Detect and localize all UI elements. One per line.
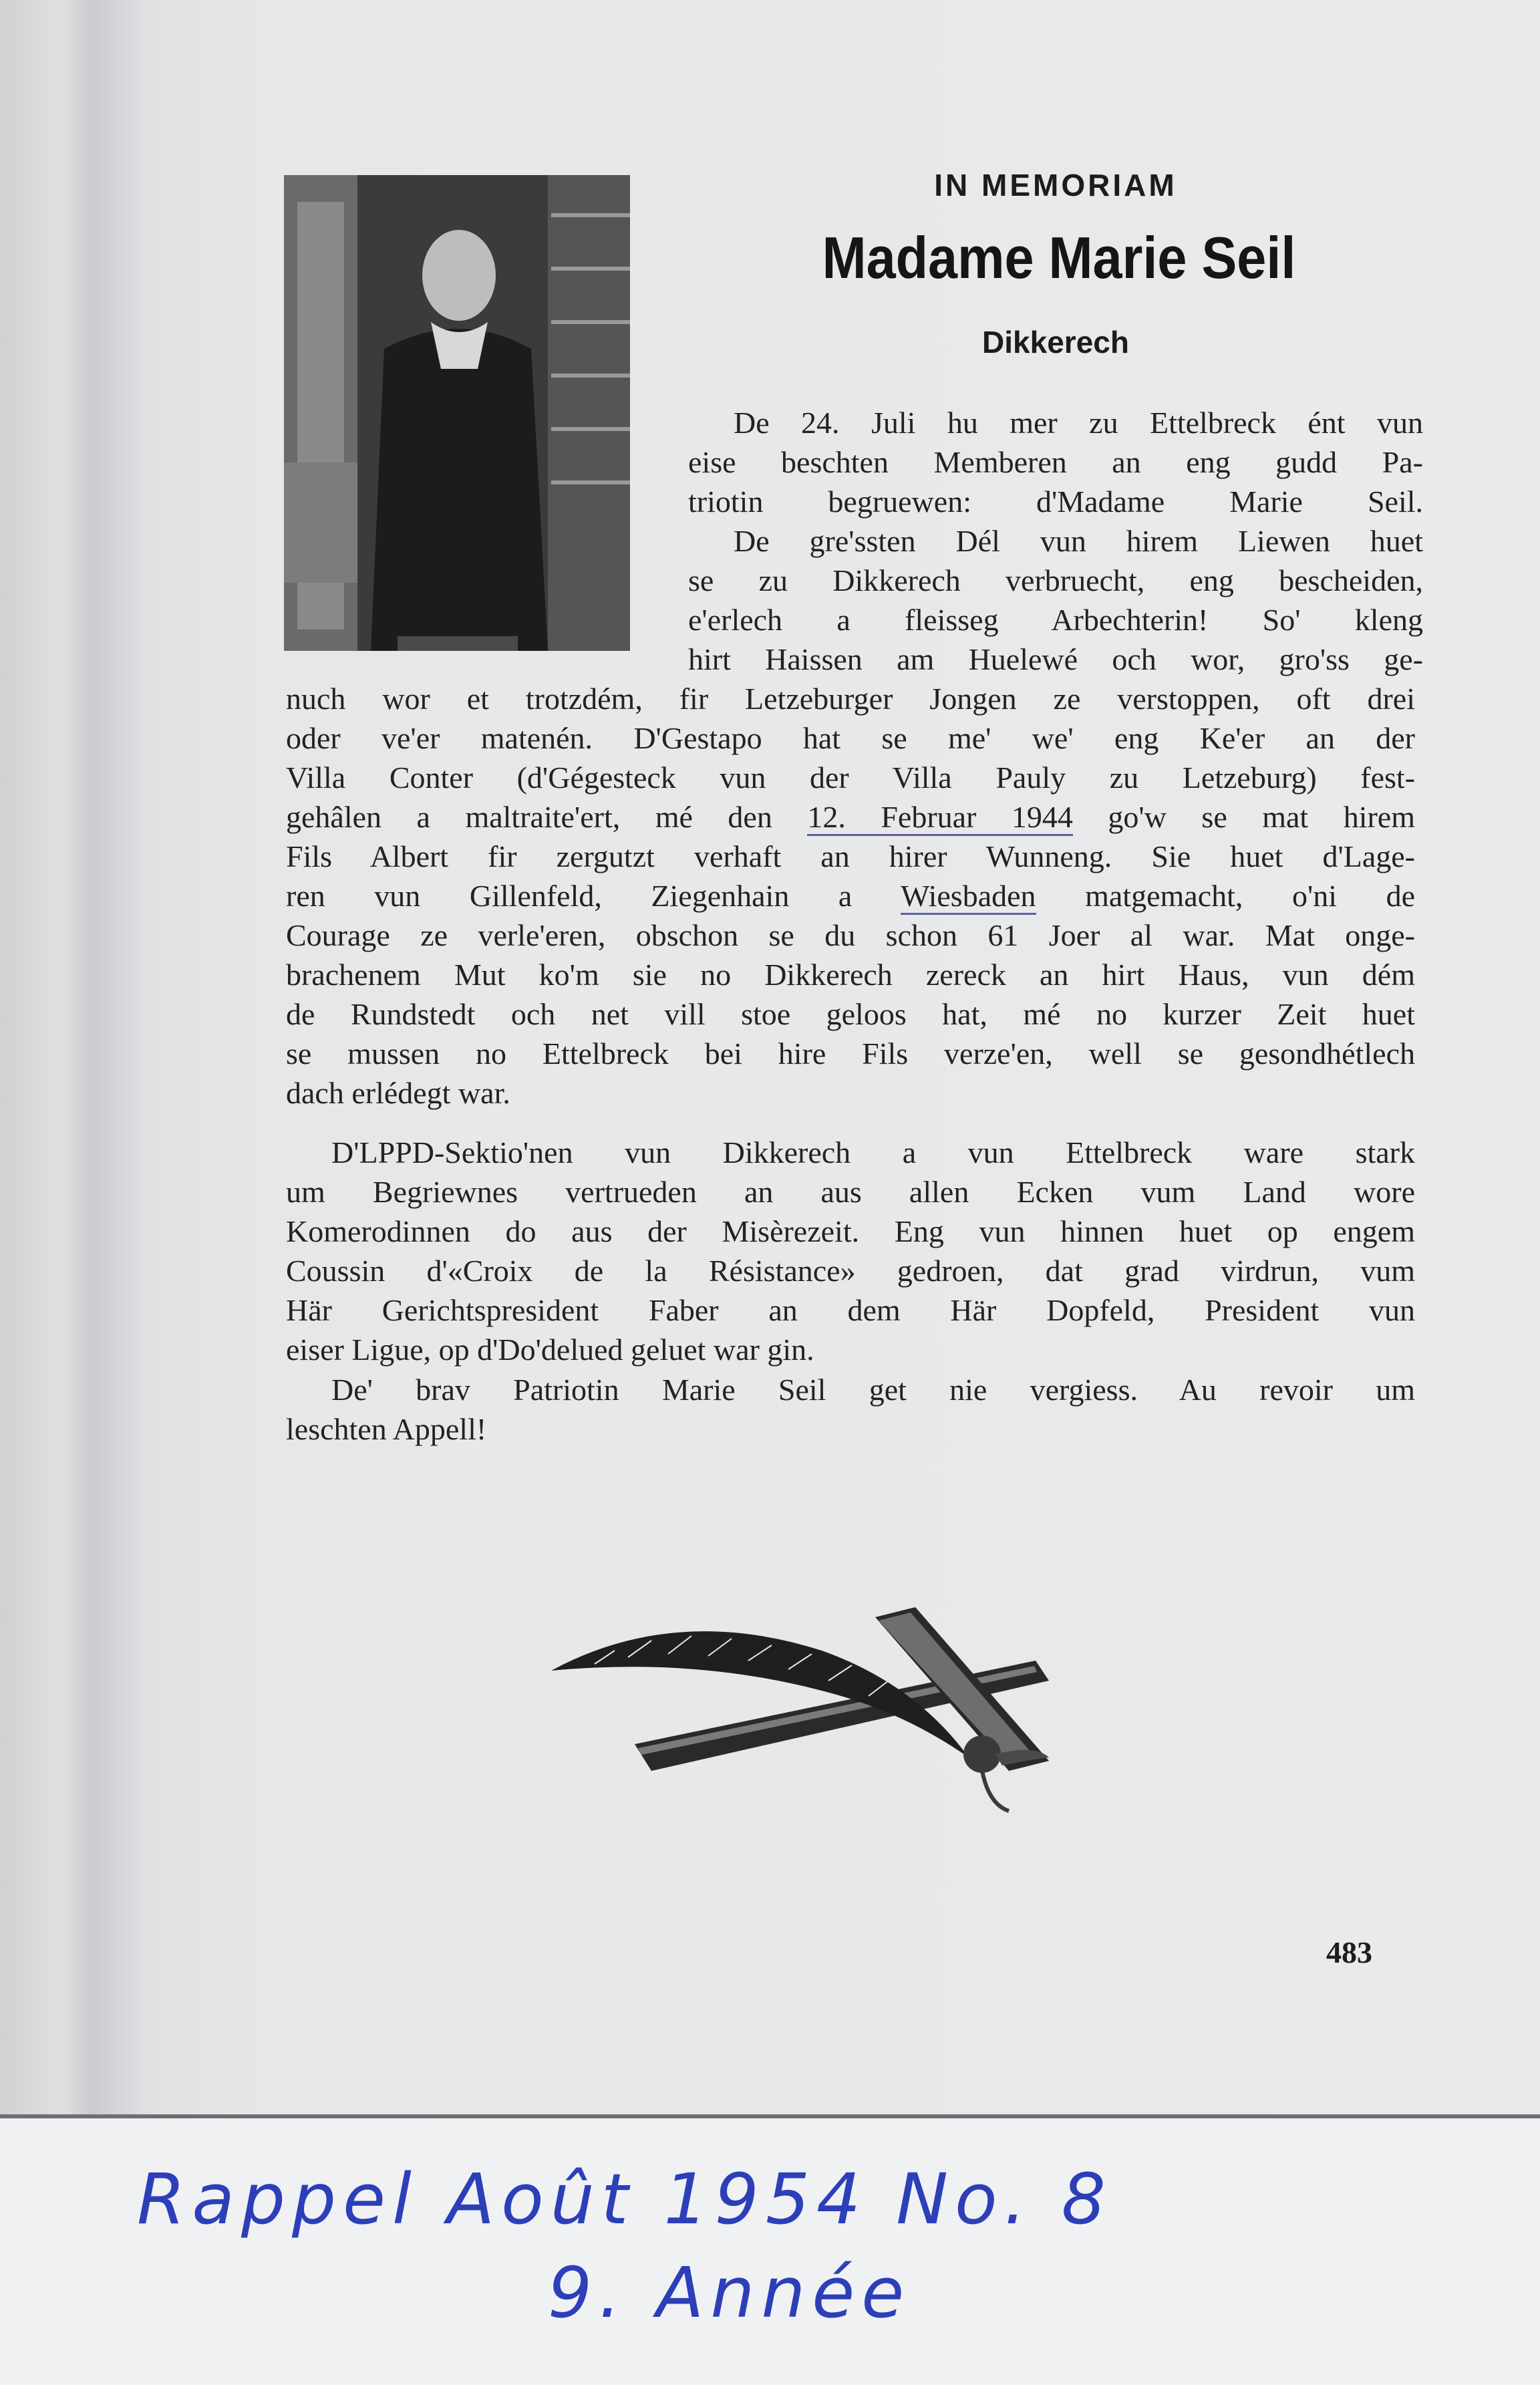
article-body — [286, 679, 1415, 1113]
text-line: se zu Dikkerech verbruecht, eng bescheiden, — [688, 563, 1423, 597]
portrait-photo — [284, 175, 630, 651]
text-line: De 24. Juli hu mer zu Ettelbreck ént vun — [734, 406, 1423, 440]
cross-and-palm-icon — [541, 1590, 1129, 1838]
text-line: nuch wor et trotzdém, fir Letzeburger Jongen ze verstoppen, oft drei — [286, 682, 1415, 716]
text-line: Här Gerichtspresident Faber an dem Här Dopfeld, President vun — [286, 1293, 1415, 1327]
text-segment: ren vun Gillenfeld, Ziegenhain a — [286, 879, 901, 913]
portrait-photo-icon — [284, 175, 630, 651]
text-line: D'LPPD-Sektio'nen vun Dikkerech a vun Ettelbreck ware stark — [331, 1135, 1415, 1169]
text-line: Komerodinnen do aus der Misèrezeit. Eng vun hinnen huet op engem — [286, 1214, 1415, 1248]
article-paragraph-4 — [286, 1370, 1415, 1449]
text-line: eiser Ligue, op d'Do'delued geluet war gin. — [286, 1332, 814, 1367]
article-paragraph-3 — [286, 1133, 1415, 1369]
text-line: triotin begruewen: d'Madame Marie Seil. — [688, 484, 1423, 519]
text-line: Villa Conter (d'Gégesteck vun der Villa Pauly zu Letzeburg) fest- — [286, 760, 1415, 795]
facing-page-edge — [0, 0, 92, 2117]
handwritten-note-line-2: 9. Année — [548, 2252, 911, 2334]
place-subtitle: Dikkerech — [982, 325, 1129, 360]
page-title: Madame Marie Seil — [822, 225, 1296, 291]
handwritten-note-line-1: Rappel Août 1954 No. 8 — [137, 2158, 1112, 2240]
text-line: leschten Appell! — [286, 1412, 487, 1446]
text-line: brachenem Mut ko'm sie no Dikkerech zereck an hirt Haus, vun dém — [286, 958, 1415, 992]
text-line: oder ve'er matenén. D'Gestapo hat se me' we' eng Ke'er an der — [286, 721, 1415, 755]
text-line: hirt Haissen am Huelewé och wor, gro'ss ge- — [688, 642, 1423, 676]
text-line: um Begriewnes vertrueden an aus allen Ecken vum Land wore — [286, 1175, 1415, 1209]
text-segment: matgemacht, o'ni de — [1036, 879, 1415, 913]
text-line: eise beschten Memberen an eng gudd Pa- — [688, 445, 1423, 479]
text-line: de Rundstedt och net vill stoe geloos hat, mé no kurzer Zeit huet — [286, 997, 1415, 1031]
text-line: De' brav Patriotin Marie Seil get nie vergiess. Au revoir um — [331, 1373, 1415, 1407]
text-line: Courage ze verle'eren, obschon se du schon 61 Joer al war. Mat onge- — [286, 918, 1415, 952]
underlined-city: Wiesbaden — [901, 879, 1036, 915]
text-line: dach erlédegt war. — [286, 1076, 510, 1110]
text-segment: gehâlen a maltraite'ert, mé den — [286, 800, 808, 834]
underlined-date: 12. Februar 1944 — [807, 800, 1073, 836]
article-intro — [688, 403, 1423, 679]
text-segment: go'w se mat hirem — [1072, 800, 1416, 834]
text-line: Fils Albert fir zergutzt verhaft an hirer Wunneng. Sie huet d'Lage- — [286, 839, 1415, 873]
text-line: se mussen no Ettelbreck bei hire Fils verze'en, well se gesondhétlech — [286, 1036, 1415, 1071]
page-number: 483 — [1326, 1935, 1372, 1969]
text-line: e'erlech a fleisseg Arbechterin! So' kleng — [688, 603, 1423, 637]
text-line: De gre'ssten Dél vun hirem Liewen huet — [734, 524, 1423, 558]
text-line — [286, 797, 1415, 837]
text-line: Coussin d'«Croix de la Résistance» gedroen, dat grad virdrun, vum — [286, 1254, 1415, 1288]
in-memoriam-kicker: IN MEMORIAM — [934, 168, 1177, 202]
text-line — [286, 876, 1415, 916]
